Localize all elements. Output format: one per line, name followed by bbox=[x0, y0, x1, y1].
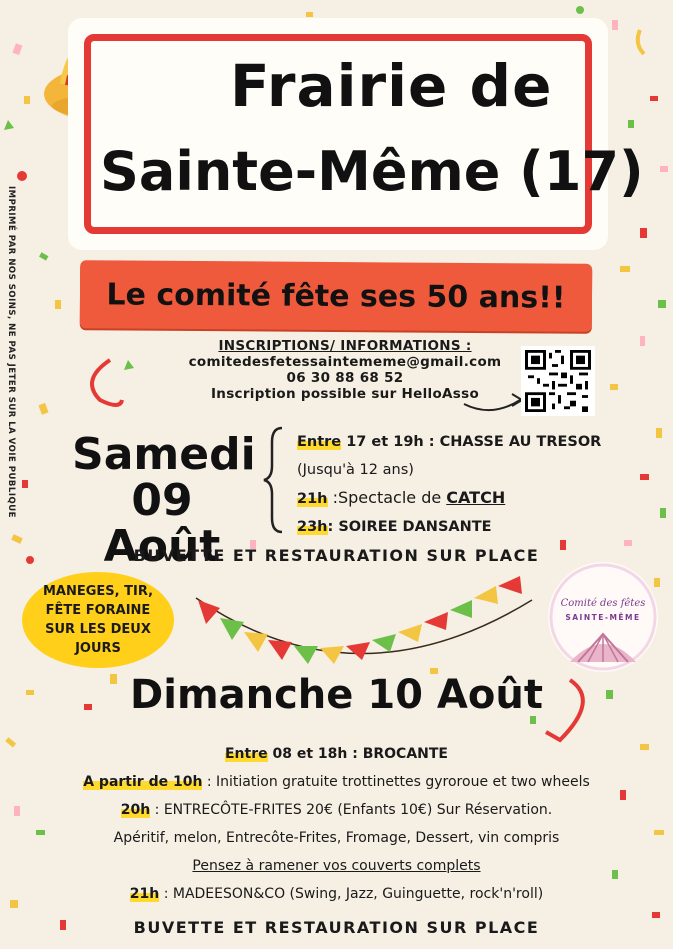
program-time: 21h bbox=[297, 491, 328, 507]
program-text: :Spectacle de bbox=[327, 488, 447, 507]
banner-text: Le comité fête ses 50 ans!! bbox=[106, 276, 566, 316]
program-time: Entre bbox=[297, 434, 342, 450]
saturday-date: 09 Août bbox=[103, 475, 221, 572]
info-email: comitedesfetessaintememe@gmail.com bbox=[188, 354, 502, 370]
program-item bbox=[0, 740, 673, 768]
info-heading: INSCRIPTIONS/ INFORMATIONS : bbox=[218, 338, 472, 354]
program-text: Pensez à ramener vos couverts complets bbox=[192, 858, 481, 874]
program-text: 08 et 18h : BROCANTE bbox=[267, 746, 448, 762]
program-item bbox=[0, 768, 673, 796]
logo-subtitle: SAINTE-MÊME bbox=[565, 613, 641, 622]
committee-logo bbox=[548, 562, 658, 672]
program-time: 21h bbox=[129, 886, 160, 902]
program-item bbox=[0, 852, 673, 880]
program-text: : ENTRECÔTE-FRITES 20€ (Enfants 10€) Sur Réservation. bbox=[150, 802, 553, 818]
title-line1: Frairie de bbox=[230, 52, 553, 120]
title-line2: Sainte-Même (17) bbox=[100, 140, 644, 203]
program-item bbox=[0, 880, 673, 908]
brace-icon bbox=[262, 426, 286, 536]
side-print-notice: IMPRIMÉ PAR NOS SOINS, NE PAS JETER SUR LA VOIE PUBLIQUE bbox=[6, 186, 16, 518]
program-item bbox=[0, 796, 673, 824]
logo-title: Comité des fêtes bbox=[560, 598, 646, 609]
buvette-saturday: BUVETTE ET RESTAURATION SUR PLACE bbox=[133, 546, 540, 565]
program-text: : MADEESON&CO (Swing, Jazz, Guinguette, rock'n'roll) bbox=[159, 886, 544, 902]
qr-code[interactable] bbox=[521, 346, 595, 416]
program-item bbox=[297, 456, 617, 484]
buvette-sunday: BUVETTE ET RESTAURATION SUR PLACE bbox=[133, 918, 540, 937]
info-note: Inscription possible sur HelloAsso bbox=[210, 386, 480, 402]
sunday-program bbox=[0, 740, 673, 908]
program-time: 20h bbox=[120, 802, 151, 818]
bubble-line: FÊTE FORAINE bbox=[45, 603, 151, 618]
anniversary-banner bbox=[80, 260, 592, 332]
program-text: Apéritif, melon, Entrecôte-Frites, Fromage, Dessert, vin compris bbox=[113, 830, 560, 846]
saturday-program bbox=[297, 428, 617, 541]
info-phone: 06 30 88 68 52 bbox=[286, 370, 404, 386]
bubble-line: MANEGES, TIR, bbox=[42, 584, 154, 599]
program-item bbox=[0, 824, 673, 852]
program-item bbox=[297, 484, 617, 513]
program-text: (Jusqu'à 12 ans) bbox=[297, 462, 414, 478]
program-time: A partir de 10h bbox=[83, 774, 203, 790]
saturday-day: Samedi bbox=[72, 429, 256, 480]
program-time: Entre bbox=[224, 746, 268, 762]
program-time: 23h bbox=[297, 519, 328, 535]
program-text: : Initiation gratuite trottinettes gyroroue et two wheels bbox=[202, 774, 590, 790]
program-item bbox=[297, 513, 617, 541]
program-text: 17 et 19h : CHASSE AU TRESOR bbox=[341, 434, 602, 450]
program-text: : SOIREE DANSANTE bbox=[327, 519, 492, 535]
fair-bubble bbox=[22, 572, 174, 668]
bubble-line: SUR LES DEUX bbox=[45, 622, 151, 637]
program-highlight: CATCH bbox=[446, 488, 506, 507]
sunday-heading: Dimanche 10 Août bbox=[130, 672, 543, 718]
bubble-line: JOURS bbox=[75, 641, 121, 656]
program-item bbox=[297, 428, 617, 456]
